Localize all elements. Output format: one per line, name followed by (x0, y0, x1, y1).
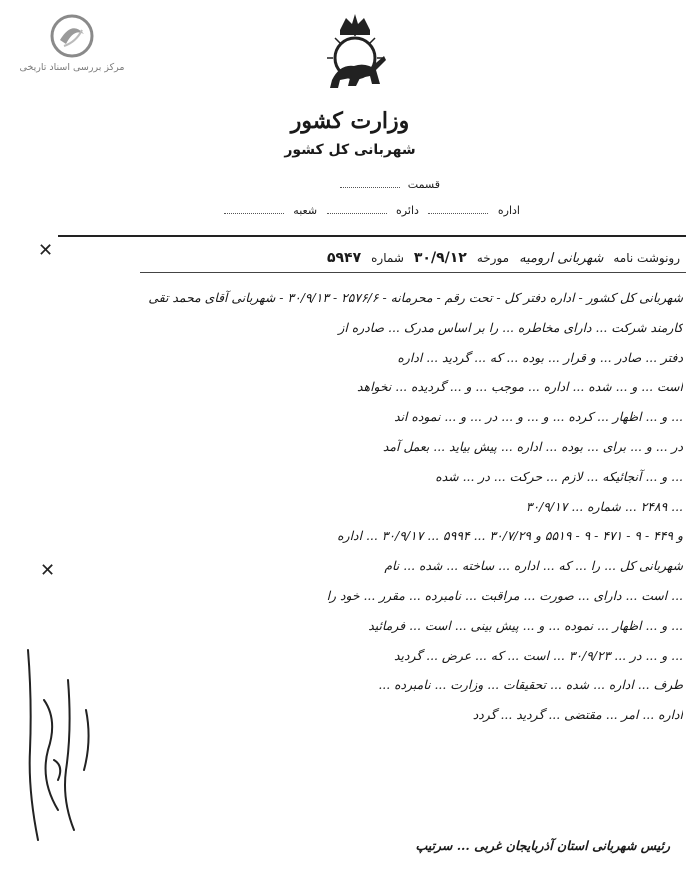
body-line: کارمند شرکت ... دارای مخاطره ... را بر اساس مدرک ... صادره از (338, 319, 683, 335)
number-label: شماره (371, 251, 404, 265)
body-line: ... و ... در ... ۳۰/۹/۲۳ ... است ... که ... عرض ... گردید (394, 647, 683, 663)
handwritten-margin-note-icon (18, 640, 108, 860)
section-label: قسمت (407, 178, 440, 191)
department-title: شهربانی کل کشور (284, 142, 416, 158)
ministry-title: وزارت کشور (290, 108, 410, 134)
circle-label: دائره (396, 204, 419, 217)
body-line: شهربانی کل کشور - اداره دفتر کل - تحت رقم - محرمانه - ۲۵۷۶/۶ - ۳۰/۹/۱۳ - شهربانی آقای محمد تقی (148, 290, 683, 305)
copy-header (150, 246, 680, 270)
body-line: ... و ... اظهار ... کرده ... و ... و ... در ... و ... نموده اند (394, 409, 683, 425)
top-divider (58, 235, 686, 237)
number-value: ۵۹۴۷ (326, 250, 362, 266)
office-fields (180, 204, 520, 217)
archive-logo-icon (50, 14, 94, 58)
archive-watermark (16, 14, 128, 73)
section-field (280, 178, 440, 191)
watermark-text: مرکز بررسی اسناد تاریخی (19, 62, 125, 73)
body-line: ... است ... دارای ... صورت ... مراقبت ... نامبرده ... مقرر ... خود را (326, 587, 683, 603)
body-line: طرف ... اداره ... شده ... تحقیقات ... وزارت ... نامبرده ... (378, 677, 683, 693)
body-line: است ... و ... شده ... اداره ... موجب ... و ... گردیده ... نخواهد (357, 379, 683, 395)
margin-x-mark-icon: ✕ (40, 560, 56, 581)
copy-label: رونوشت نامه (613, 251, 680, 265)
body-line: ... ۲۴۸۹ ... شماره ... ۳۰/۹/۱۷ (525, 498, 683, 514)
letter-body (105, 283, 683, 730)
office-label: اداره (497, 204, 520, 217)
body-line: شهربانی کل ... را ... که ... اداره ... ساخته ... شده ... نام (384, 558, 683, 574)
date-value: ۳۰/۹/۱۲ (413, 250, 467, 266)
body-line: ... و ... اظهار ... نموده ... و ... پیش بینی ... است ... فرمائید (368, 617, 683, 633)
dated-label: مورخه (476, 251, 510, 265)
header-divider (140, 272, 686, 273)
body-line: اداره ... امر ... مقتضی ... گردید ... گردد (472, 707, 683, 723)
lion-and-sun-emblem-icon (310, 10, 400, 100)
body-line: در ... و ... برای ... بوده ... اداره ... پیش بیاید ... بعمل آمد (382, 438, 683, 454)
copy-origin: شهربانی ارومیه (519, 250, 604, 266)
body-line: ... و ... آنجائیکه ... لازم ... حرکت ... در ... شده (435, 468, 683, 484)
margin-x-mark-icon: ✕ (38, 240, 54, 261)
branch-label: شعبه (293, 204, 318, 217)
body-line: دفتر ... صادر ... و قرار ... بوده ... که ... گردید ... اداره (397, 349, 683, 365)
body-line: و ۴۴۹ - ۹ - ۴۷۱ - ۹ - ۵۵۱۹ و ۳۰/۷/۲۹ ... ۵۹۹۴ ... ۳۰/۹/۱۷ ... اداره (337, 528, 683, 544)
signature-line: رئیس شهربانی استان آذربایجان غربی ... سرتیپ (415, 838, 670, 853)
